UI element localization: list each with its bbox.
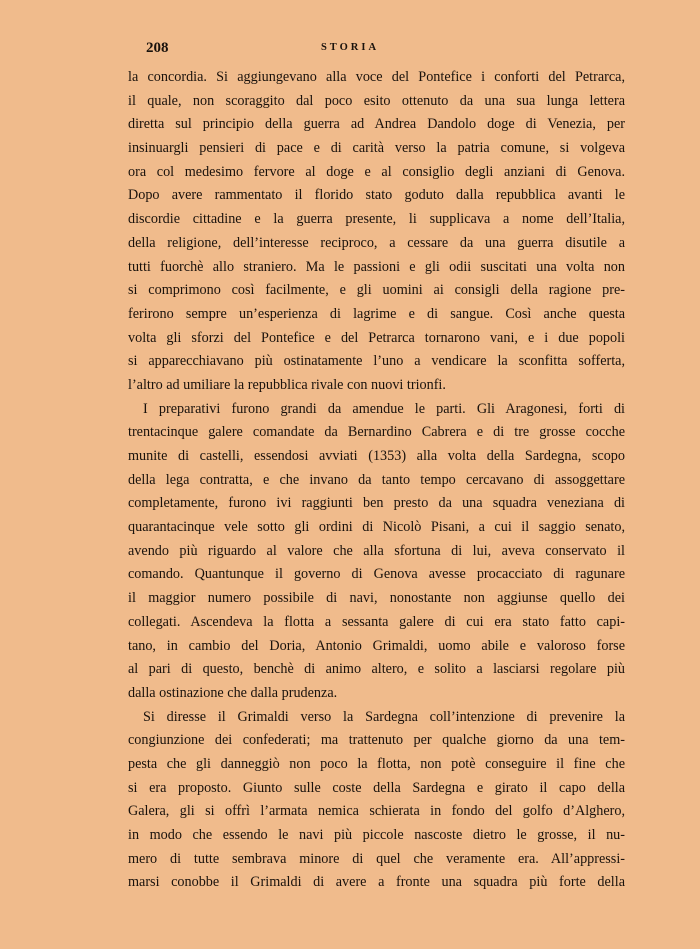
text-line: quarantacinque vele sotto gli ordini di Nicolò Pisani, a cui il saggio senato, xyxy=(128,519,625,536)
text-line: comando. Quantunque il governo di Genova avesse procacciato di ragunare xyxy=(128,566,625,583)
paragraph xyxy=(128,66,625,398)
text-line: si era proposto. Giunto sulle coste della Sardegna e girato il capo della xyxy=(128,779,625,796)
text-line: ferirono sempre un’esperienza di lagrime e di sangue. Così anche questa xyxy=(128,305,625,322)
text-line: Si diresse il Grimaldi verso la Sardegna coll’intenzione di prevenire la xyxy=(143,708,625,725)
text-line: trentacinque galere comandate da Bernardino Cabrera e di tre grosse cocche xyxy=(128,424,625,441)
text-line: il quale, non scoraggito dal poco esito ottenuto da una sua lunga lettera xyxy=(128,92,625,109)
text-line: si apparecchiavano più ostinatamente l’uno a vendicare la sconfitta sofferta, xyxy=(128,353,625,370)
text-line: la concordia. Si aggiungevano alla voce del Pontefice i conforti del Petrarca, xyxy=(128,69,625,85)
text-line: volta gli sforzi del Pontefice e del Petrarca tornarono vani, e i due popoli xyxy=(128,329,625,346)
text-line: il maggior numero possibile di navi, nonostante non aggiunse quello dei xyxy=(128,590,625,607)
text-line: munite di castelli, essendosi avviati (1353) alla volta della Sardegna, scopo xyxy=(128,448,625,464)
text-line: marsi conobbe il Grimaldi di avere a fronte una squadra più forte della xyxy=(128,874,625,891)
body-text xyxy=(128,66,625,895)
page-header xyxy=(0,40,700,62)
text-line: tutti fuorchè allo straniero. Ma le passioni e gli odii suscitati una volta non xyxy=(128,258,625,275)
text-line: completamente, furono ivi raggiunti ben presto da una squadra veneziana di xyxy=(128,495,625,512)
paragraph xyxy=(128,398,625,706)
text-line: dalla ostinazione che dalla prudenza. xyxy=(128,684,338,701)
text-line: della lega contratta, e che invano da tanto tempo cercavano di assoggettare xyxy=(128,471,625,488)
text-line: collegati. Ascendeva la flotta a sessanta galere di cui era stato fatto capi- xyxy=(128,613,625,630)
text-line: diretta sul principio della guerra ad Andrea Dandolo doge di Venezia, per xyxy=(128,116,625,133)
text-line: della religione, dell’interesse reciproco, a cessare da una guerra disutile a xyxy=(128,234,625,251)
text-line: pesta che gli danneggiò non poco la flotta, non potè conseguire il fine che xyxy=(128,755,625,772)
text-line: l’altro ad umiliare la repubblica rivale con nuovi trionfi. xyxy=(128,376,446,393)
text-line: Galera, gli si offrì l’armata nemica schierata in fondo del golfo d’Alghero, xyxy=(128,803,625,820)
text-line: insinuargli pensieri di pace e di carità verso la patria comune, si volgeva xyxy=(128,140,625,157)
text-line: in modo che essendo le navi più piccole nascoste dietro le grosse, il nu- xyxy=(128,827,625,843)
text-line: si comprimono così facilmente, e gli uomini ai consigli della ragione pre- xyxy=(128,282,625,299)
text-line: al pari di questo, benchè di animo altero, e solito a lasciarsi regolare più xyxy=(128,661,625,678)
text-line: discordie cittadine e la guerra presente, li supplicava a nome dell’Italia, xyxy=(128,211,625,228)
text-line: Dopo avere rammentato il florido stato goduto dalla repubblica avanti le xyxy=(128,187,625,204)
text-line: I preparativi furono grandi da amendue le parti. Gli Aragonesi, forti di xyxy=(143,400,625,417)
text-line: tano, in cambio del Doria, Antonio Grimaldi, uomo abile e valoroso forse xyxy=(128,637,625,654)
paragraph xyxy=(128,706,625,896)
text-line: ora col medesimo fervore al doge e al consiglio degli anziani di Genova. xyxy=(128,163,625,180)
text-line: avendo più riguardo al valore che alla sfortuna di lui, aveva conservato il xyxy=(128,542,625,559)
text-line: mero di tutte sembrava minore di quel che veramente era. All’appressi- xyxy=(128,850,625,867)
text-line: congiunzione dei confederati; ma trattenuto per qualche giorno da una tem- xyxy=(128,732,625,749)
running-head: STORIA xyxy=(320,42,380,53)
page-number: 208 xyxy=(146,40,169,56)
